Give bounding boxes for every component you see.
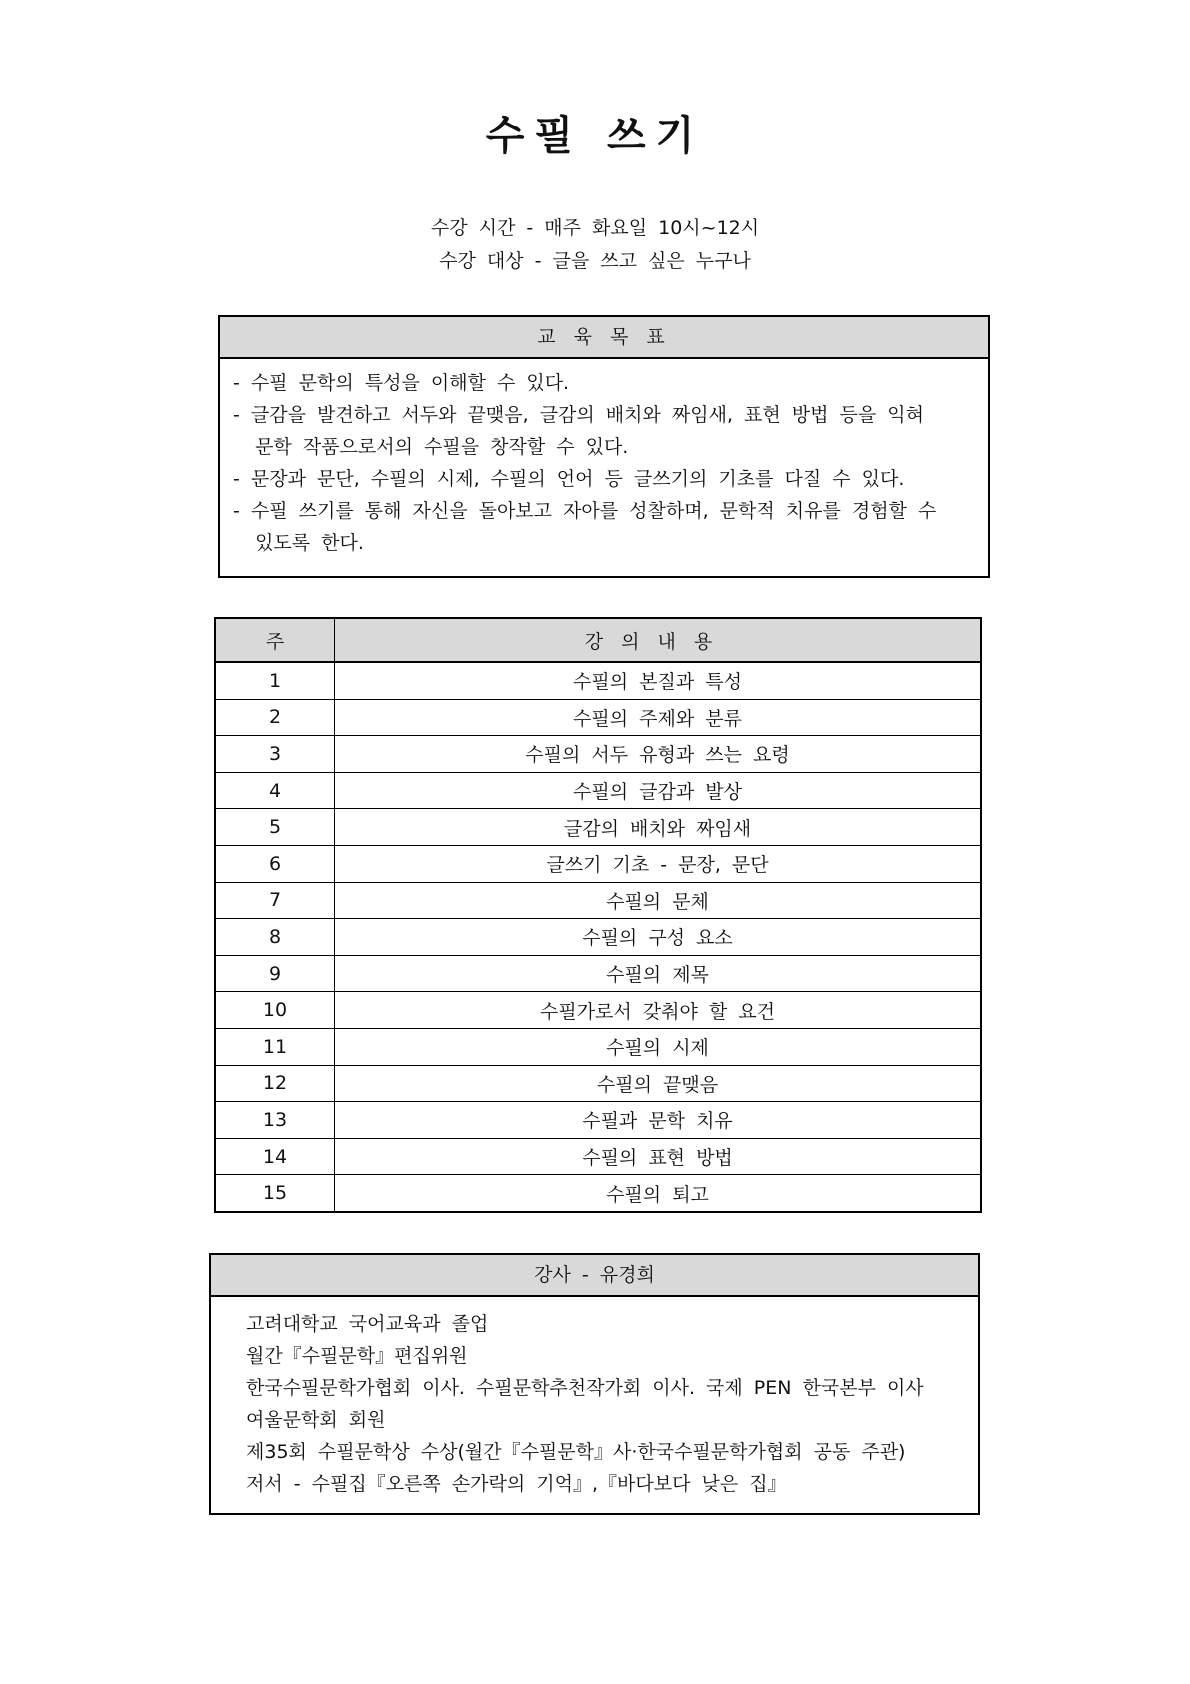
week-number: 12 xyxy=(215,1065,335,1102)
lecture-content: 수필의 문체 xyxy=(335,882,982,919)
week-column-header: 주 xyxy=(215,618,335,662)
goals-list xyxy=(220,359,988,559)
table-row xyxy=(215,845,981,882)
table-row xyxy=(215,772,981,809)
lecture-content: 수필의 퇴고 xyxy=(335,1175,982,1212)
table-row xyxy=(215,736,981,773)
bio-line: 여울문학회 회원 xyxy=(246,1409,386,1431)
table-row xyxy=(215,1028,981,1065)
goal-line: - 글감을 발견하고 서두와 끝맺음, 글감의 배치와 짜임새, 표현 방법 등을 익혀 xyxy=(233,404,924,426)
table-row xyxy=(215,699,981,736)
week-number: 8 xyxy=(215,919,335,956)
goals-box xyxy=(218,315,990,578)
instructor-header: 강사 - 유경희 xyxy=(211,1255,978,1297)
week-number: 14 xyxy=(215,1138,335,1175)
lecture-content: 수필가로서 갖춰야 할 요건 xyxy=(335,992,982,1029)
lecture-content: 수필의 주제와 분류 xyxy=(335,699,982,736)
bio-line: 한국수필문학가협회 이사. 수필문학추천작가회 이사. 국제 PEN 한국본부 이사 xyxy=(246,1377,924,1399)
table-row xyxy=(215,1065,981,1102)
instructor-box xyxy=(209,1253,980,1515)
lecture-content: 수필의 구성 요소 xyxy=(335,919,982,956)
table-row xyxy=(215,992,981,1029)
goal-line: 문학 작품으로서의 수필을 창작할 수 있다. xyxy=(233,436,629,458)
bio-line: 저서 - 수필집『오른쪽 손가락의 기억』,『바다보다 낮은 집』 xyxy=(246,1473,787,1495)
goal-line: - 문장과 문단, 수필의 시제, 수필의 언어 등 글쓰기의 기초를 다질 수 있다. xyxy=(233,468,905,490)
lecture-content: 수필의 글감과 발상 xyxy=(335,772,982,809)
lecture-content: 글쓰기 기초 - 문장, 문단 xyxy=(335,845,982,882)
table-row xyxy=(215,809,981,846)
class-time: 수강 시간 - 매주 화요일 10시~12시 xyxy=(430,217,760,239)
week-number: 15 xyxy=(215,1175,335,1212)
week-number: 6 xyxy=(215,845,335,882)
table-row xyxy=(215,1102,981,1139)
table-row xyxy=(215,1138,981,1175)
instructor-bio xyxy=(211,1297,978,1500)
week-number: 1 xyxy=(215,662,335,699)
lecture-content: 수필의 본질과 특성 xyxy=(335,662,982,699)
table-row xyxy=(215,662,981,699)
schedule-header-row xyxy=(215,618,981,662)
week-number: 3 xyxy=(215,736,335,773)
goal-line: - 수필 쓰기를 통해 자신을 돌아보고 자아를 성찰하며, 문학적 치유를 경험할 수 xyxy=(233,500,937,522)
lecture-content: 수필과 문학 치유 xyxy=(335,1102,982,1139)
bio-line: 고려대학교 국어교육과 졸업 xyxy=(246,1313,489,1335)
goal-line: - 수필 문학의 특성을 이해할 수 있다. xyxy=(233,372,570,394)
goals-header: 교 육 목 표 xyxy=(220,317,988,359)
lecture-content: 수필의 끝맺음 xyxy=(335,1065,982,1102)
week-number: 4 xyxy=(215,772,335,809)
bio-line: 월간『수필문학』편집위원 xyxy=(246,1345,468,1367)
lecture-content: 수필의 표현 방법 xyxy=(335,1138,982,1175)
class-target: 수강 대상 - 글을 쓰고 싶은 누구나 xyxy=(439,250,751,272)
goal-line: 있도록 한다. xyxy=(233,532,364,554)
week-number: 9 xyxy=(215,955,335,992)
table-row xyxy=(215,1175,981,1212)
week-number: 11 xyxy=(215,1028,335,1065)
week-number: 7 xyxy=(215,882,335,919)
week-number: 2 xyxy=(215,699,335,736)
schedule-table xyxy=(214,617,982,1213)
table-row xyxy=(215,955,981,992)
lecture-content: 수필의 시제 xyxy=(335,1028,982,1065)
week-number: 10 xyxy=(215,992,335,1029)
table-row xyxy=(215,919,981,956)
content-column-header: 강의내용 xyxy=(335,618,982,662)
lecture-content: 글감의 배치와 짜임새 xyxy=(335,809,982,846)
week-number: 5 xyxy=(215,809,335,846)
week-number: 13 xyxy=(215,1102,335,1139)
table-row xyxy=(215,882,981,919)
lecture-content: 수필의 제목 xyxy=(335,955,982,992)
page-title: 수필 쓰기 xyxy=(485,113,705,159)
lecture-content: 수필의 서두 유형과 쓰는 요령 xyxy=(335,736,982,773)
bio-line: 제35회 수필문학상 수상(월간『수필문학』사·한국수필문학가협회 공동 주관) xyxy=(246,1441,906,1463)
